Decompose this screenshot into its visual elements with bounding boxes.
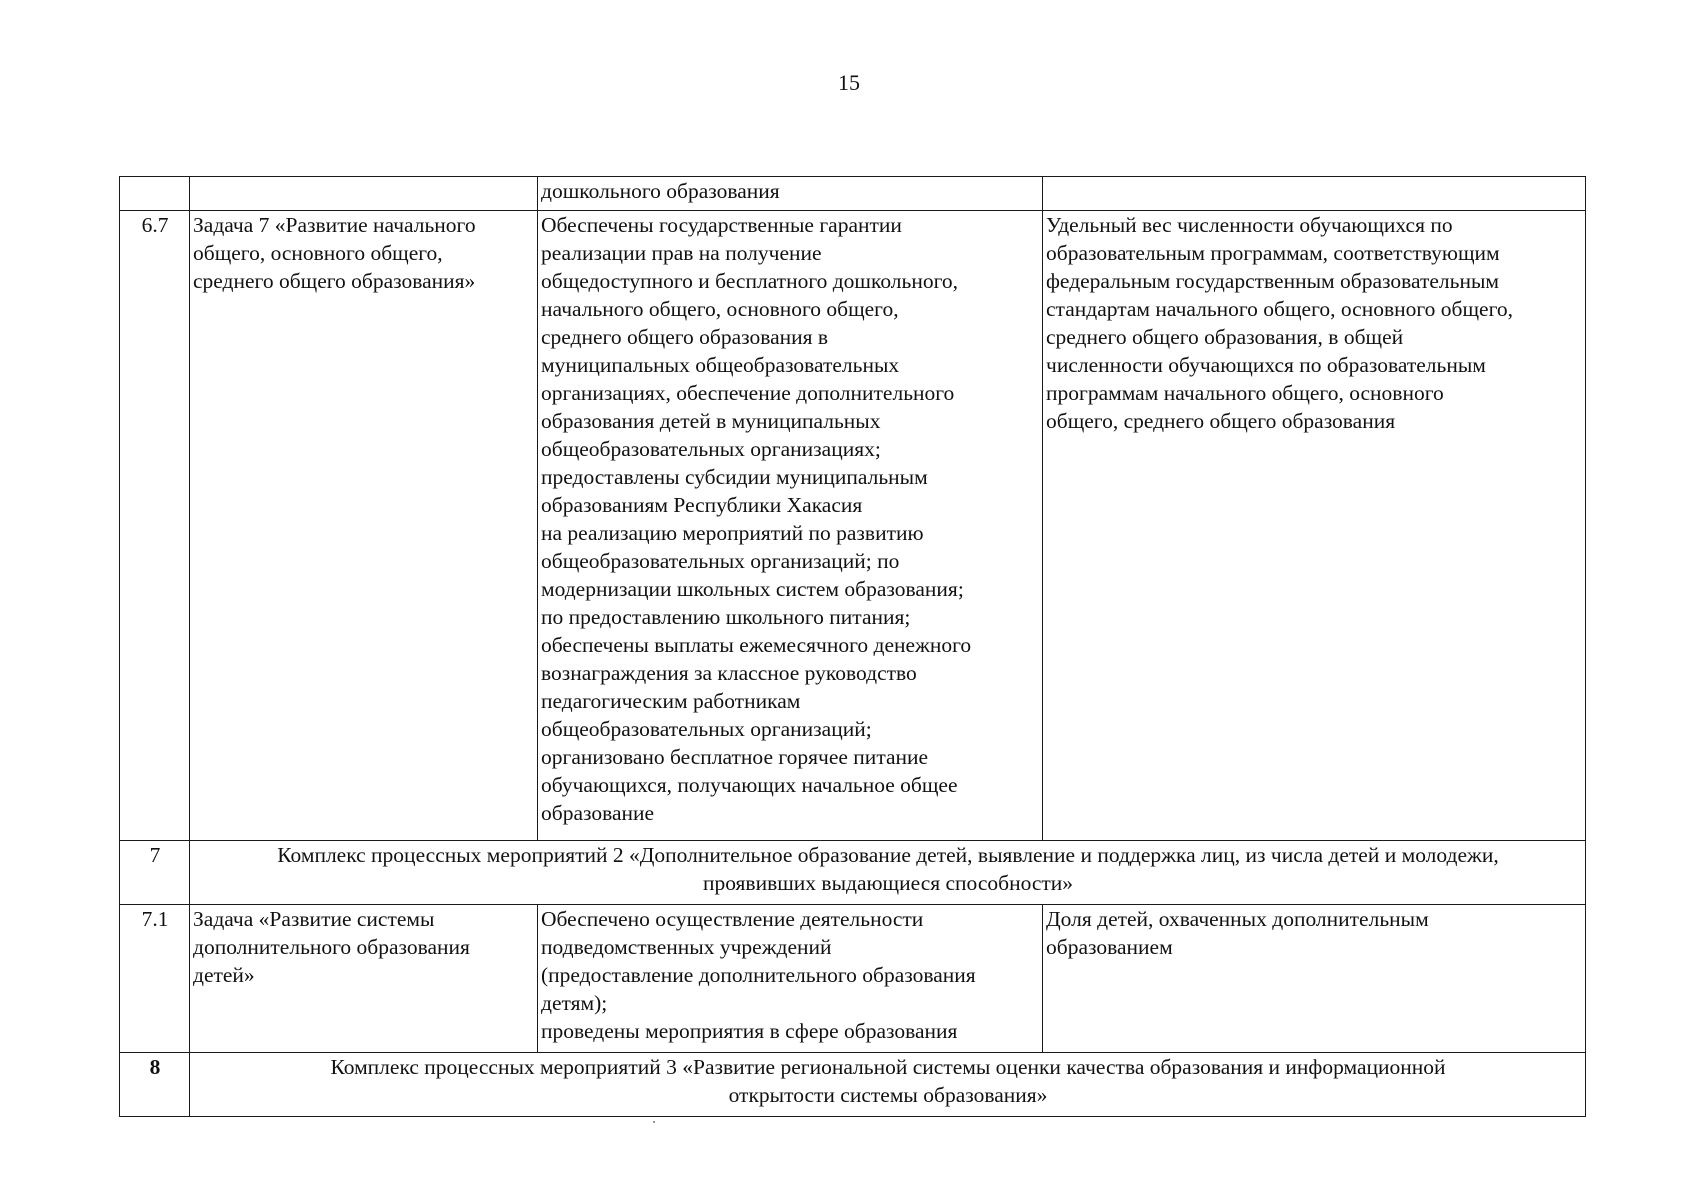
row-number: 6.7: [141, 213, 169, 237]
indicator-line: общего, среднего общего образования: [1046, 409, 1396, 433]
table-row: [120, 177, 1586, 211]
scan-speck: [653, 1121, 655, 1123]
task-line: среднего общего образования»: [193, 269, 476, 293]
row-number-cell: [120, 1053, 190, 1117]
result-line: начального общего, основного общего,: [541, 297, 899, 321]
complex-title-line: Комплекс процессных мероприятий 2 «Дополнительное образование детей, выявление и поддержка лиц, из числа детей и молодежи,: [277, 843, 1499, 867]
table-row: [120, 905, 1586, 1053]
row-number-cell: [120, 177, 190, 211]
row-number: 7: [149, 843, 161, 867]
result-cell: [538, 211, 1043, 841]
task-line: Задача «Развитие системы: [193, 907, 435, 931]
indicator-line: Доля детей, охваченных дополнительным: [1046, 907, 1429, 931]
complex-title-cell: [190, 1053, 1586, 1117]
result-line: вознаграждения за классное руководство: [541, 661, 917, 685]
row-number-cell: [120, 841, 190, 905]
row-number-cell: [120, 905, 190, 1053]
result-line: Обеспечены государственные гарантии: [541, 213, 902, 237]
result-line: дошкольного образования: [541, 179, 780, 203]
result-line: обучающихся, получающих начальное общее: [541, 773, 958, 797]
result-line: подведомственных учреждений: [541, 935, 832, 959]
complex-title-line: проявивших выдающиеся способности»: [702, 871, 1074, 895]
table-row: [120, 211, 1586, 841]
result-line: по предоставлению школьного питания;: [541, 605, 911, 629]
result-line: образование: [541, 801, 655, 825]
result-line: общеобразовательных организаций;: [541, 717, 872, 741]
complex-title-cell: [190, 841, 1586, 905]
result-line: муниципальных общеобразовательных: [541, 353, 900, 377]
result-line: реализации прав на получение: [541, 241, 822, 265]
result-line: общеобразовательных организациях;: [541, 437, 881, 461]
complex-title-line: открытости системы образования»: [728, 1083, 1048, 1107]
complex-title-line: Комплекс процессных мероприятий 3 «Развитие региональной системы оценки качества образования и информационной: [330, 1055, 1446, 1079]
result-line: общедоступного и бесплатного дошкольного,: [541, 269, 959, 293]
result-line: на реализацию мероприятий по развитию: [541, 521, 924, 545]
task-line: Задача 7 «Развитие начального: [193, 213, 476, 237]
task-cell: [190, 211, 538, 841]
indicator-line: стандартам начального общего, основного общего,: [1046, 297, 1513, 321]
indicator-line: образованием: [1046, 935, 1173, 959]
task-cell: [190, 905, 538, 1053]
result-line: педагогическим работникам: [541, 689, 801, 713]
result-line: проведены мероприятия в сфере образования: [541, 1019, 958, 1043]
row-number-cell: [120, 211, 190, 841]
result-line: общеобразовательных организаций; по: [541, 549, 900, 573]
result-line: среднего общего образования в: [541, 325, 829, 349]
measures-table: [119, 176, 1586, 1117]
result-line: детям);: [541, 991, 608, 1015]
task-line: детей»: [193, 963, 255, 987]
result-line: предоставлены субсидии муниципальным: [541, 465, 928, 489]
indicator-line: федеральным государственным образовательным: [1046, 269, 1500, 293]
result-line: модернизации школьных систем образования;: [541, 577, 964, 601]
table-row: [120, 841, 1586, 905]
indicator-line: образовательным программам, соответствующим: [1046, 241, 1500, 265]
result-line: (предоставление дополнительного образования: [541, 963, 976, 987]
result-cell: [538, 905, 1043, 1053]
result-line: Обеспечено осуществление деятельности: [541, 907, 924, 931]
task-line: дополнительного образования: [193, 935, 470, 959]
result-line: образования детей в муниципальных: [541, 409, 881, 433]
page-number: 15: [838, 70, 860, 95]
indicator-cell: [1043, 211, 1586, 841]
indicator-line: программам начального общего, основного: [1046, 381, 1444, 405]
result-line: образованиям Республики Хакасия: [541, 493, 863, 517]
row-number: 8: [149, 1055, 161, 1079]
task-cell: [190, 177, 538, 211]
indicator-cell: [1043, 905, 1586, 1053]
indicator-cell: [1043, 177, 1586, 211]
result-cell: [538, 177, 1043, 211]
result-line: организациях, обеспечение дополнительного: [541, 381, 955, 405]
indicator-line: численности обучающихся по образовательным: [1046, 353, 1486, 377]
result-line: обеспечены выплаты ежемесячного денежного: [541, 633, 972, 657]
indicator-line: Удельный вес численности обучающихся по: [1046, 213, 1453, 237]
indicator-line: среднего общего образования, в общей: [1046, 325, 1404, 349]
result-line: организовано бесплатное горячее питание: [541, 745, 929, 769]
row-number: 7.1: [141, 907, 169, 931]
task-line: общего, основного общего,: [193, 241, 443, 265]
table-row: [120, 1053, 1586, 1117]
